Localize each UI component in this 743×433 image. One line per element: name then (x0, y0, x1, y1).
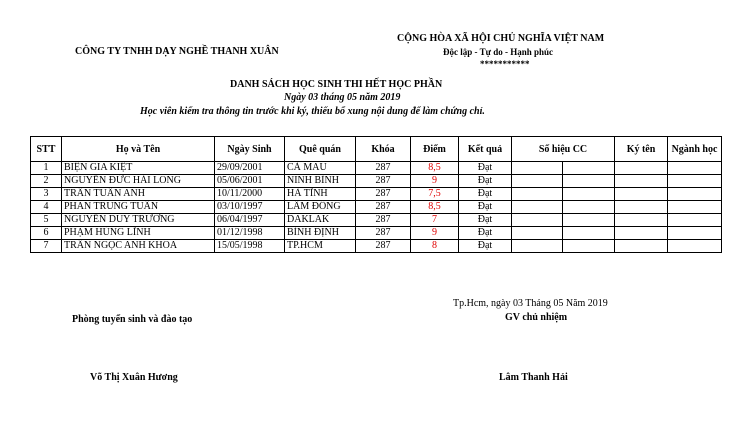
cell-cert-number-b (563, 162, 615, 175)
motto-stars: *********** (480, 59, 530, 69)
cell-name: PHẠM HÙNG LĨNH (62, 227, 215, 240)
cell-name: TRẦN TUẤN ANH (62, 188, 215, 201)
cell-dob: 29/09/2001 (215, 162, 285, 175)
national-motto: Độc lập - Tự do - Hạnh phúc (443, 47, 554, 57)
cell-cert-number-a (512, 227, 563, 240)
cell-name: BIỆN GIA KIỆT (62, 162, 215, 175)
cell-major (668, 188, 722, 201)
cell-major (668, 201, 722, 214)
col-header-name: Họ và Tên (62, 137, 215, 162)
cell-major (668, 162, 722, 175)
cell-result: Đạt (459, 240, 512, 253)
table-row (31, 214, 722, 227)
student-table (30, 136, 722, 253)
cell-name: PHAN TRUNG TUẤN (62, 201, 215, 214)
left-signatory-name: Võ Thị Xuân Hương (90, 372, 178, 383)
col-header-major: Ngành học (668, 137, 722, 162)
cell-major (668, 240, 722, 253)
col-header-course: Khóa (356, 137, 411, 162)
cell-signature (615, 214, 668, 227)
cell-hometown: TP.HCM (285, 240, 356, 253)
cell-cert-number-a (512, 214, 563, 227)
cell-dob: 01/12/1998 (215, 227, 285, 240)
cell-cert-number-b (563, 240, 615, 253)
cell-cert-number-b (563, 188, 615, 201)
document-date: Ngày 03 tháng 05 năm 2019 (284, 92, 401, 103)
cell-course: 287 (356, 175, 411, 188)
cell-cert-number-a (512, 201, 563, 214)
cell-stt: 3 (31, 188, 62, 201)
cell-cert-number-b (563, 201, 615, 214)
company-name: CÔNG TY TNHH DẠY NGHỀ THANH XUÂN (75, 46, 279, 57)
cell-score: 8 (411, 240, 459, 253)
col-header-hometown: Quê quán (285, 137, 356, 162)
cell-major (668, 175, 722, 188)
republic-title: CỘNG HÒA XÃ HỘI CHỦ NGHĨA VIỆT NAM (397, 33, 605, 44)
cell-cert-number-b (563, 175, 615, 188)
cell-hometown: NINH BÌNH (285, 175, 356, 188)
cell-signature (615, 201, 668, 214)
cell-score: 7 (411, 214, 459, 227)
col-header-signature: Ký tên (615, 137, 668, 162)
cell-cert-number-b (563, 214, 615, 227)
table-row (31, 162, 722, 175)
table-row (31, 240, 722, 253)
cell-result: Đạt (459, 188, 512, 201)
cell-cert-number-a (512, 175, 563, 188)
cell-dob: 15/05/1998 (215, 240, 285, 253)
left-signatory-title: Phòng tuyển sinh và đào tạo (72, 314, 193, 325)
cell-stt: 4 (31, 201, 62, 214)
cell-signature (615, 188, 668, 201)
cell-hometown: BÌNH ĐỊNH (285, 227, 356, 240)
cell-hometown: DAKLAK (285, 214, 356, 227)
cell-name: NGUYỄN DUY TRƯỜNG (62, 214, 215, 227)
col-header-cert-number: Số hiệu CC (512, 137, 615, 162)
cell-name: TRẦN NGỌC ANH KHOA (62, 240, 215, 253)
cell-major (668, 214, 722, 227)
right-signatory-title: GV chủ nhiệm (505, 312, 568, 323)
cell-hometown: LÂM ĐỒNG (285, 201, 356, 214)
col-header-dob: Ngày Sinh (215, 137, 285, 162)
table-row (31, 175, 722, 188)
cell-stt: 1 (31, 162, 62, 175)
cell-dob: 10/11/2000 (215, 188, 285, 201)
col-header-stt: STT (31, 137, 62, 162)
cell-course: 287 (356, 240, 411, 253)
cell-score: 9 (411, 175, 459, 188)
cell-cert-number-b (563, 227, 615, 240)
cell-hometown: CÀ MAU (285, 162, 356, 175)
cell-stt: 5 (31, 214, 62, 227)
cell-result: Đạt (459, 175, 512, 188)
cell-major (668, 227, 722, 240)
cell-signature (615, 162, 668, 175)
cell-dob: 06/04/1997 (215, 214, 285, 227)
cell-signature (615, 227, 668, 240)
cell-signature (615, 175, 668, 188)
cell-signature (615, 240, 668, 253)
cell-course: 287 (356, 201, 411, 214)
table-row (31, 201, 722, 214)
cell-score: 8,5 (411, 162, 459, 175)
document-note: Học viên kiểm tra thông tin trước khi ký, thiếu bổ xung nội dung để làm chứng chỉ. (140, 106, 485, 117)
cell-result: Đạt (459, 201, 512, 214)
cell-score: 9 (411, 227, 459, 240)
cell-stt: 2 (31, 175, 62, 188)
right-signatory-name: Lâm Thanh Hải (499, 372, 568, 383)
document-title: DANH SÁCH HỌC SINH THI HẾT HỌC PHẦN (230, 79, 443, 90)
cell-result: Đạt (459, 214, 512, 227)
cell-hometown: HÀ TĨNH (285, 188, 356, 201)
cell-course: 287 (356, 162, 411, 175)
cell-stt: 6 (31, 227, 62, 240)
cell-course: 287 (356, 188, 411, 201)
cell-cert-number-a (512, 188, 563, 201)
cell-score: 7,5 (411, 188, 459, 201)
cell-dob: 03/10/1997 (215, 201, 285, 214)
cell-cert-number-a (512, 240, 563, 253)
cell-course: 287 (356, 227, 411, 240)
cell-dob: 05/06/2001 (215, 175, 285, 188)
table-row (31, 227, 722, 240)
col-header-score: Điểm (411, 137, 459, 162)
cell-course: 287 (356, 214, 411, 227)
table-header-row (31, 137, 722, 162)
cell-score: 8,5 (411, 201, 459, 214)
cell-cert-number-a (512, 162, 563, 175)
col-header-result: Kết quả (459, 137, 512, 162)
table-row (31, 188, 722, 201)
cell-result: Đạt (459, 162, 512, 175)
cell-result: Đạt (459, 227, 512, 240)
place-date: Tp.Hcm, ngày 03 Tháng 05 Năm 2019 (453, 298, 608, 309)
cell-name: NGUYỄN ĐỨC HẢI LONG (62, 175, 215, 188)
cell-stt: 7 (31, 240, 62, 253)
